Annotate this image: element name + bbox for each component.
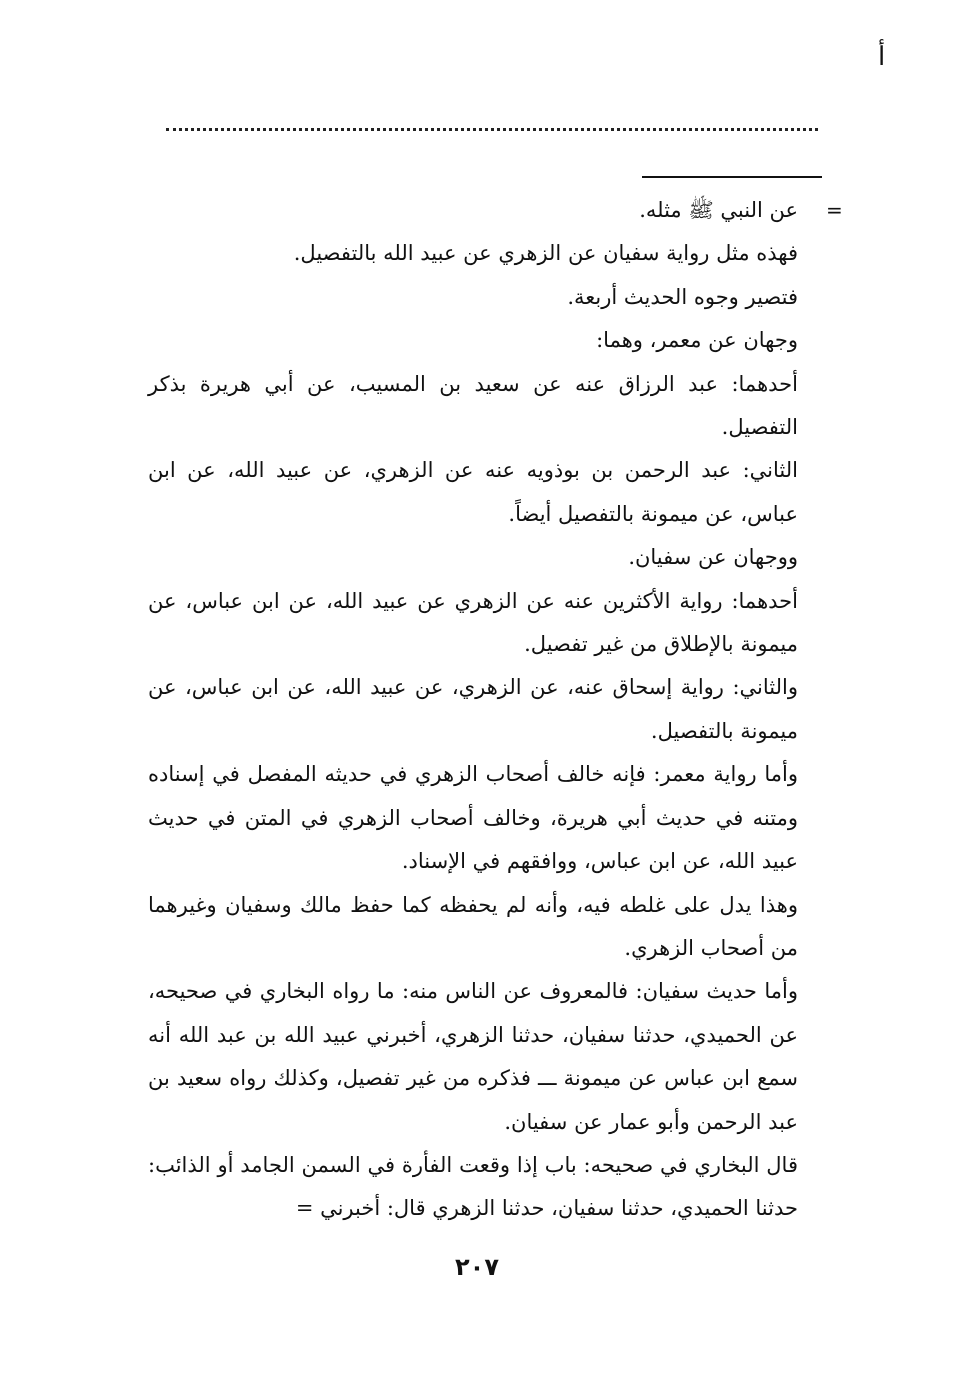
footnote-paragraph: وأما رواية معمر: فإنه خالف أصحاب الزهري في حديثه المفصل في إسناده ومتنه في حديث أبي هريرة، وخالف أصحاب الزهري في المتن في حديث عبيد الله، عن ابن عباس، ووافقهم في الإسناد. [148,762,798,874]
corner-mark: أ [878,42,886,72]
footnote-paragraph: فتصير وجوه الحديث أربعة. [567,284,798,309]
footnote-paragraph: وجهان عن معمر، وهما: [596,328,798,353]
footnote-paragraph: أحدهما: عبد الرزاق عنه عن سعيد بن المسيب، عن أبي هريرة بذكر التفصيل. [148,371,798,440]
footnote-separator-rule [642,176,822,178]
page-number: ٢٠٧ [455,1253,499,1281]
footnote-paragraph: وأما حديث سفيان: فالمعروف عن الناس منه: ما رواه البخاري في صحيحه، عن الحميدي، حدثنا سفيان، حدثنا الزهري، أخبرني عبيد الله بن عبد الله أنه سمع ابن عباس عن ميمونة ـــ فذكره من غير تفصيل، وكذلك رواه سعيد بن عبد الرحمن وأبو عمار عن سفيان. [148,979,798,1134]
footnote-paragraph: أحدهما: رواية الأكثرين عنه عن الزهري عن عبيد الله، عن ابن عباس، عن ميمونة بالإطلاق من غير تفصيل. [148,588,798,657]
footnote-paragraph: فهذه مثل رواية سفيان عن الزهري عن عبيد الله بالتفصيل. [293,241,798,266]
footnote-paragraph: عن النبي ﷺ مثله. [639,198,798,222]
footnote-paragraph: الثاني: عبد الرحمن بن بوذويه عنه عن الزهري، عن عبيد الله، عن ابن عباس، عن ميمونة بالتفصيل أيضاً. [148,458,798,526]
dotted-separator [166,128,818,131]
footnote-text-block [148,189,798,1231]
footnote-paragraph: والثاني: رواية إسحاق عنه، عن الزهري، عن عبيد الله، عن ابن عباس، عن ميمونة بالتفصيل. [148,675,798,743]
footnote-paragraph: وهذا يدل على غلطه فيه، وأنه لم يحفظه كما حفظ مالك وسفيان وغيرهما من أصحاب الزهري. [148,892,798,960]
footnote-paragraph: ووجهان عن سفيان. [628,545,798,570]
footnote-paragraph: قال البخاري في صحيحه: باب إذا وقعت الفأرة في السمن الجامد أو الذائب: حدثنا الحميدي، حدثنا سفيان، حدثنا الزهري قال: أخبرني = [148,1152,798,1221]
footnote-continuation-mark: = [826,198,843,222]
